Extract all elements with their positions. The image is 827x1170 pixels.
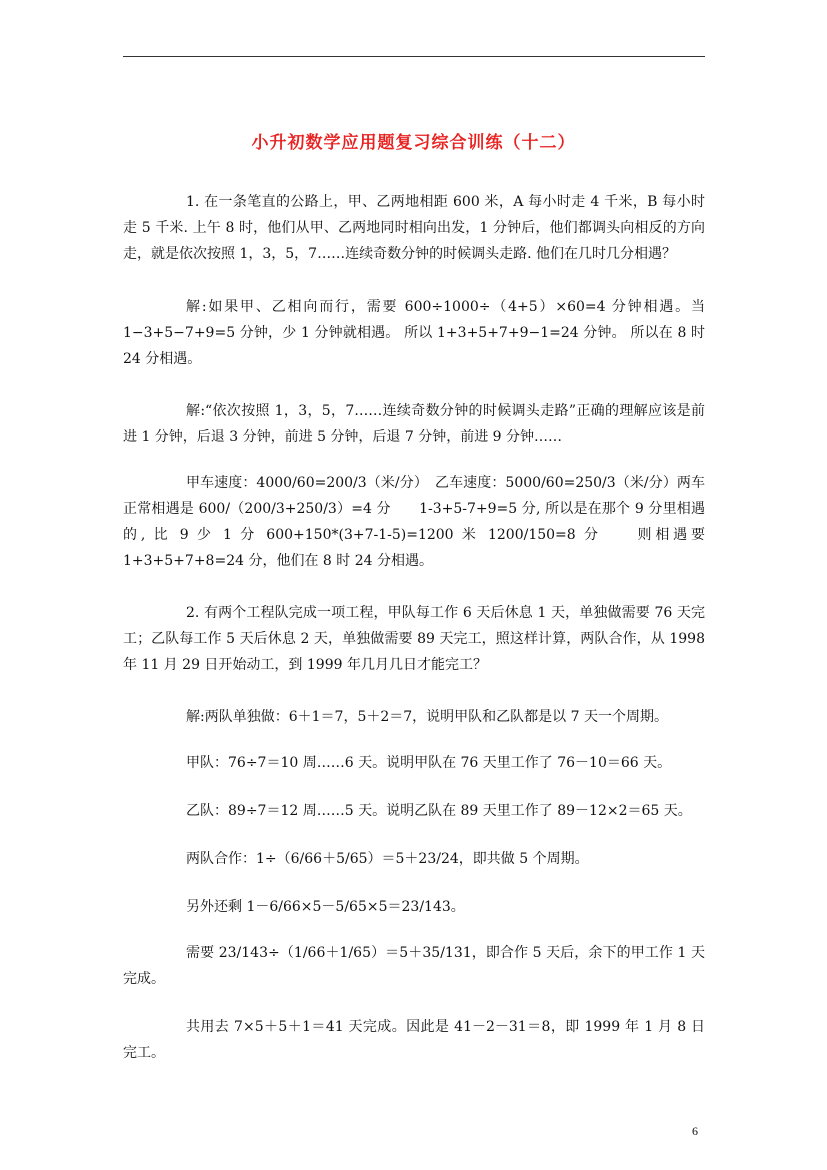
paragraph-solution-2d: 两队合作：1÷（6/66＋5/65）＝5＋23/24，即共做 5 个周期。 — [186, 851, 589, 867]
paragraph-problem-1: 1. 在一条笔直的公路上，甲、乙两地相距 600 米，A 每小时走 4 千米，B 每小时走 5 千米. 上午 8 时，他们从甲、乙两地同时相向出发，1 分钟后，他们都调头向相反的方向走，就是依次按照 1，3，5，7……连续奇数分钟的时候调头走路. 他们在几时几分相遇？ — [123, 194, 705, 262]
paragraph-solution-2c: 乙队：89÷7＝12 周……5 天。说明乙队在 89 天里工作了 89－12×2＝65 天。 — [186, 803, 692, 819]
paragraph-solution-1c: 甲车速度：4000/60=200/3（米/分） 乙车速度：5000/60=250/3（米/分）两车正常相遇是 600/（200/3+250/3）=4 分 1-3+5-7+9=5 分, 所以是在那个 9 分里相遇的, 比 9 少 1 分 600+150*(3+7-1-5)=1200 米 1200/150=8 分 则相遇要 1+3+5+7+8=24 分，他们在 8 时 24 分相遇。 — [123, 475, 705, 569]
document-title: 小升初数学应用题复习综合训练（十二） — [251, 133, 576, 153]
paragraph-solution-1a: 解:如果甲、乙相向而行，需要 600÷1000÷（4+5）×60=4 分钟相遇。当 1−3+5−7+9=5 分钟，少 1 分钟就相遇。 所以 1+3+5+7+9−1=24 分钟。 所以在 8 时 24 分相遇。 — [123, 299, 705, 367]
page-number: 6 — [692, 1124, 698, 1138]
paragraph-solution-1b: 解:“依次按照 1，3，5，7……连续奇数分钟的时候调头走路”正确的理解应该是前进 1 分钟，后退 3 分钟，前进 5 分钟，后退 7 分钟，前进 9 分钟…… — [123, 403, 705, 445]
paragraph-problem-2: 2. 有两个工程队完成一项工程，甲队每工作 6 天后休息 1 天，单独做需要 76 天完工；乙队每工作 5 天后休息 2 天，单独做需要 89 天完工，照这样计算，两队合作，从 1998 年 11 月 29 日开始动工，到 1999 年几月几日才能完工？ — [123, 605, 705, 673]
header-rule — [123, 56, 705, 57]
paragraph-solution-2b: 甲队：76÷7＝10 周……6 天。说明甲队在 76 天里工作了 76－10＝66 天。 — [186, 755, 672, 771]
paragraph-solution-2e: 另外还剩 1－6/66×5－5/65×5＝23/143。 — [186, 899, 465, 915]
paragraph-solution-2a: 解:两队单独做：6＋1＝7，5＋2＝7，说明甲队和乙队都是以 7 天一个周期。 — [186, 709, 668, 725]
paragraph-solution-2f: 需要 23/143÷（1/66＋1/65）＝5＋35/131，即合作 5 天后，余下的甲工作 1 天完成。 — [123, 945, 705, 987]
paragraph-solution-2g: 共用去 7×5＋5＋1＝41 天完成。因此是 41－2－31＝8，即 1999 年 1 月 8 日完工。 — [123, 1019, 705, 1061]
